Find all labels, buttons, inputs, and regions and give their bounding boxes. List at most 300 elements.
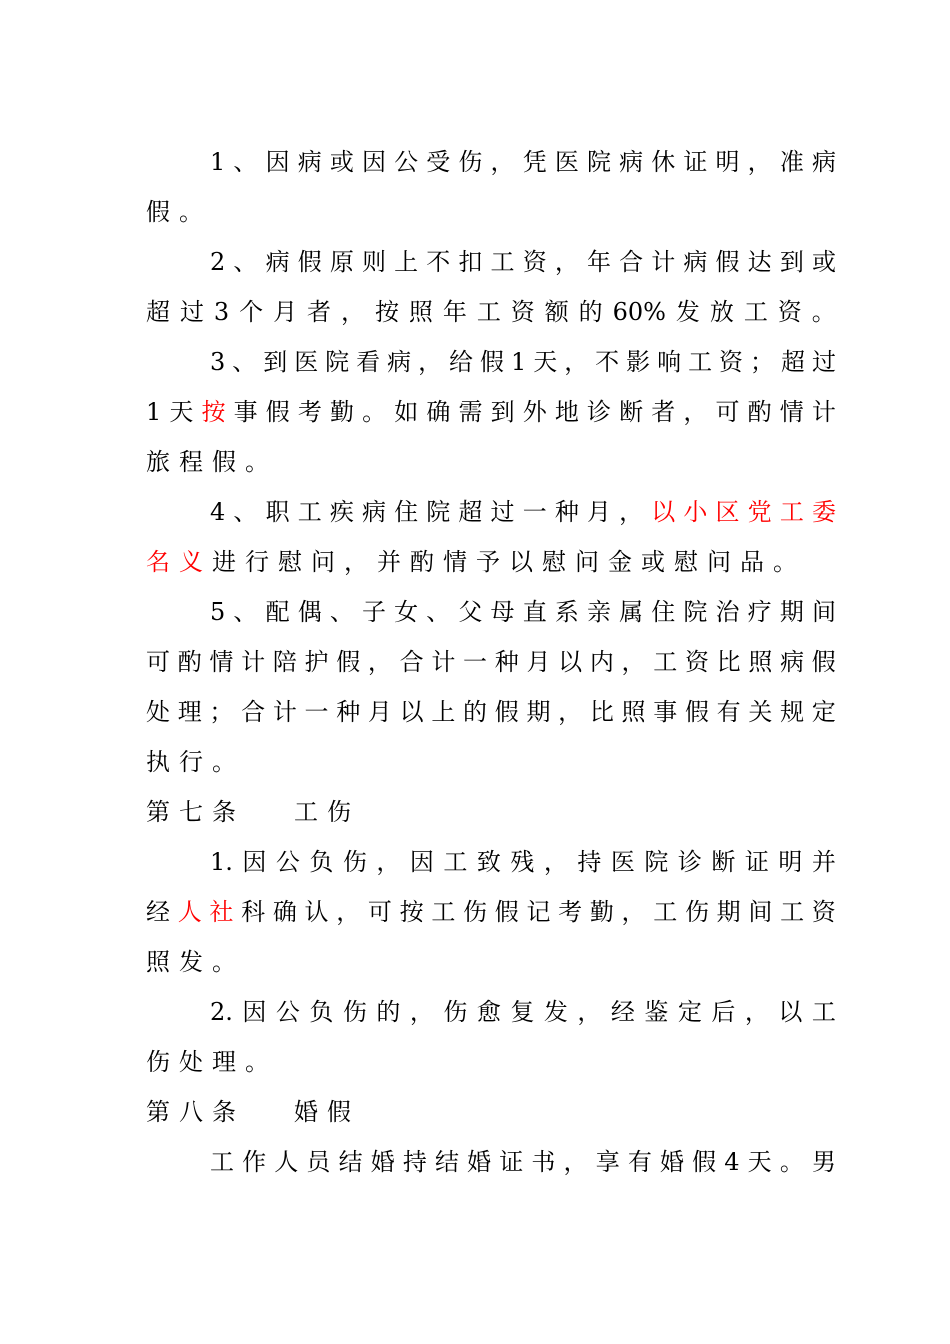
text-char: ， <box>619 498 644 526</box>
text-char: 人 <box>274 1148 299 1176</box>
text-char: 伤 <box>327 798 351 826</box>
document-page <box>146 137 836 1187</box>
text-char: 病 <box>387 348 412 376</box>
highlighted-char: 党 <box>747 498 772 526</box>
text-char: 内 <box>589 648 614 676</box>
text-char: 、 <box>232 348 257 376</box>
text-char: 1. <box>210 848 233 876</box>
text-char: 3 <box>213 298 230 326</box>
text-char: ， <box>558 698 583 726</box>
text-char: 偶 <box>297 598 322 626</box>
text-char: 证 <box>744 848 769 876</box>
text-char: 一 <box>522 498 547 526</box>
text-char: 假 <box>684 698 709 726</box>
text-char: 不 <box>426 248 451 276</box>
text-char: 关 <box>748 698 773 726</box>
text-char: 婚 <box>294 1098 318 1126</box>
text-char: 诊 <box>587 398 612 426</box>
text-char: 、 <box>233 498 258 526</box>
text-char: 额 <box>544 298 569 326</box>
text-char: 亲 <box>586 598 611 626</box>
text-char: 伤 <box>342 998 367 1026</box>
text-char: 工 <box>294 798 318 826</box>
text-char: ， <box>418 348 443 376</box>
text-char: 影 <box>626 348 651 376</box>
text-char: 期 <box>716 898 741 926</box>
text-char: 、 <box>233 598 258 626</box>
text-char: 超 <box>458 498 483 526</box>
text-char: 天 <box>747 1148 772 1176</box>
text-line <box>146 437 836 487</box>
text-char: 科 <box>241 898 266 926</box>
text-char: 到 <box>779 248 804 276</box>
text-char: 伤 <box>684 898 709 926</box>
highlighted-char: 名 <box>146 548 170 576</box>
text-char: 残 <box>510 848 535 876</box>
text-char: 过 <box>179 298 204 326</box>
text-char: 工 <box>490 248 515 276</box>
text-char: 勤 <box>330 398 355 426</box>
text-line <box>146 687 836 737</box>
text-char: 病 <box>780 648 805 676</box>
text-char: 地 <box>554 398 579 426</box>
text-char: 工 <box>297 498 322 526</box>
text-char: 酌 <box>410 548 434 576</box>
text-char: 问 <box>707 548 731 576</box>
highlighted-char: 以 <box>651 498 676 526</box>
text-line <box>146 987 836 1037</box>
highlighted-char: 按 <box>201 398 226 426</box>
text-char: 慰 <box>278 548 302 576</box>
text-char: 。 <box>245 1048 269 1076</box>
text-char: 期 <box>526 698 551 726</box>
text-line <box>146 1137 836 1187</box>
text-char: 。 <box>362 398 387 426</box>
text-char: 第 <box>146 798 170 826</box>
text-char: 疾 <box>329 498 354 526</box>
text-char: 种 <box>494 648 519 676</box>
text-char: 系 <box>554 598 579 626</box>
text-char: 医 <box>294 348 319 376</box>
text-char: 比 <box>589 698 614 726</box>
text-char: 天 <box>533 348 558 376</box>
text-char: 响 <box>657 348 682 376</box>
text-char: 情 <box>443 548 467 576</box>
text-char: 公 <box>275 848 300 876</box>
text-char: 确 <box>272 898 297 926</box>
text-line <box>146 187 836 237</box>
text-char: 事 <box>653 698 678 726</box>
text-char: 工 <box>653 898 678 926</box>
text-char: 因 <box>409 848 434 876</box>
text-char: 医 <box>554 148 579 176</box>
text-char: 则 <box>361 248 386 276</box>
text-char: 者 <box>651 398 676 426</box>
text-char: 工 <box>811 998 836 1026</box>
text-char: 照 <box>408 298 433 326</box>
text-char: 慰 <box>542 548 566 576</box>
heading-gap <box>245 1087 285 1137</box>
text-char: 。 <box>245 448 269 476</box>
text-char: ， <box>563 1148 588 1176</box>
highlighted-char: 工 <box>779 498 804 526</box>
text-char: 院 <box>644 848 669 876</box>
text-char: 结 <box>338 1148 363 1176</box>
text-char: 书 <box>531 1148 556 1176</box>
text-char: 处 <box>179 1048 203 1076</box>
text-char: 资 <box>684 648 709 676</box>
text-char: 病 <box>361 498 386 526</box>
text-char: 1 <box>210 148 226 176</box>
text-char: ； <box>750 348 774 376</box>
text-char: 院 <box>426 498 451 526</box>
text-char: 经 <box>610 998 635 1026</box>
text-line <box>146 537 836 587</box>
text-char: 伤 <box>342 848 367 876</box>
text-char: 负 <box>309 848 334 876</box>
text-char: 比 <box>716 648 741 676</box>
text-char: 品 <box>740 548 764 576</box>
text-char: 或 <box>811 248 836 276</box>
text-char: 1 <box>146 398 162 426</box>
text-char: 工 <box>431 898 456 926</box>
text-char: 断 <box>619 398 644 426</box>
text-char: 月 <box>367 698 392 726</box>
text-char: 合 <box>241 698 266 726</box>
text-char: 行 <box>179 748 203 776</box>
text-char: 照 <box>621 698 646 726</box>
text-char: 事 <box>233 398 258 426</box>
text-char: 明 <box>715 148 740 176</box>
text-char: 院 <box>325 348 350 376</box>
text-char: 婚 <box>370 1148 395 1176</box>
text-char: 院 <box>586 148 611 176</box>
text-line <box>146 487 836 537</box>
text-char: 予 <box>476 548 500 576</box>
text-char: 证 <box>499 1148 524 1176</box>
text-char: 照 <box>146 948 170 976</box>
text-char: 病 <box>619 148 644 176</box>
text-char: 七 <box>179 798 203 826</box>
text-char: 并 <box>377 548 401 576</box>
text-char: 4 <box>210 498 226 526</box>
text-char: ， <box>744 998 769 1026</box>
text-char: 月 <box>526 648 551 676</box>
text-char: 后 <box>711 998 736 1026</box>
text-char: 计 <box>272 698 297 726</box>
text-char: 。 <box>179 198 203 226</box>
text-char: 属 <box>619 598 644 626</box>
text-char: 配 <box>265 598 290 626</box>
text-char: 工 <box>688 348 713 376</box>
text-char: 过 <box>811 348 836 376</box>
text-char: 、 <box>329 598 354 626</box>
text-char: 工 <box>653 648 678 676</box>
text-char: 执 <box>146 748 170 776</box>
text-char: 可 <box>367 898 392 926</box>
text-char: 旅 <box>146 448 170 476</box>
text-line <box>146 887 836 937</box>
text-char: 合 <box>399 648 424 676</box>
text-char: 合 <box>619 248 644 276</box>
text-char: 发 <box>543 998 568 1026</box>
text-char: 公 <box>275 998 300 1026</box>
text-char: 酌 <box>177 648 202 676</box>
text-char: 理 <box>212 1048 236 1076</box>
text-char: 、 <box>233 148 258 176</box>
text-char: 发 <box>179 948 203 976</box>
text-char: 工 <box>476 298 501 326</box>
heading-gap <box>245 787 285 837</box>
text-char: 计 <box>431 648 456 676</box>
text-char: 有 <box>627 1148 652 1176</box>
highlighted-char: 委 <box>811 498 836 526</box>
text-char: ， <box>577 998 602 1026</box>
text-char: 以 <box>778 998 803 1026</box>
text-char: 条 <box>212 798 236 826</box>
text-char: 照 <box>748 648 773 676</box>
text-char: 3 <box>210 348 226 376</box>
text-char: 假 <box>212 448 236 476</box>
text-char: 工 <box>443 848 468 876</box>
text-line <box>146 837 836 887</box>
text-char: 确 <box>426 398 451 426</box>
text-char: 病 <box>265 248 290 276</box>
text-char: 伤 <box>443 998 468 1026</box>
text-char: 行 <box>245 548 269 576</box>
text-char: 第 <box>146 1098 170 1126</box>
text-char: 治 <box>715 598 740 626</box>
text-char: 种 <box>554 498 579 526</box>
text-char: 2. <box>210 998 233 1026</box>
text-char: 住 <box>394 498 419 526</box>
text-char: 间 <box>748 898 773 926</box>
text-char: 作 <box>242 1148 267 1176</box>
text-char: 发 <box>675 298 700 326</box>
text-char: 计 <box>651 248 676 276</box>
text-char: 病 <box>297 148 322 176</box>
text-char: 的 <box>376 998 401 1026</box>
text-line <box>146 637 836 687</box>
text-char: 规 <box>780 698 805 726</box>
section-heading <box>146 787 836 837</box>
text-char: 员 <box>306 1148 331 1176</box>
text-char: 60% <box>612 298 666 326</box>
text-char: 可 <box>715 398 740 426</box>
text-char: 天 <box>169 398 194 426</box>
text-char: 慰 <box>674 548 698 576</box>
text-char: 月 <box>273 298 298 326</box>
text-char: 断 <box>711 848 736 876</box>
text-char: 受 <box>426 148 451 176</box>
text-char: 工 <box>743 298 768 326</box>
text-char: 。 <box>779 1148 804 1176</box>
text-char: 病 <box>811 148 836 176</box>
text-char: 假 <box>297 248 322 276</box>
text-char: 按 <box>399 898 424 926</box>
text-char: 因 <box>242 998 267 1026</box>
text-char: 情 <box>209 648 234 676</box>
text-char: 资 <box>522 248 547 276</box>
text-line <box>146 587 836 637</box>
text-char: 超 <box>146 298 170 326</box>
text-char: 5 <box>210 598 226 626</box>
text-char: 护 <box>304 648 329 676</box>
text-char: 凭 <box>522 148 547 176</box>
text-char: 结 <box>434 1148 459 1176</box>
text-char: 。 <box>811 298 836 326</box>
text-char: 假 <box>146 198 170 226</box>
text-line <box>146 237 836 287</box>
text-char: 诊 <box>677 848 702 876</box>
text-char: ， <box>367 648 392 676</box>
text-char: 享 <box>595 1148 620 1176</box>
text-char: 因 <box>242 848 267 876</box>
text-char: 病 <box>683 248 708 276</box>
highlighted-char: 人 <box>177 898 202 926</box>
text-char: 年 <box>586 248 611 276</box>
text-char: 以 <box>399 698 424 726</box>
text-char: 资 <box>719 348 744 376</box>
text-char: ， <box>490 148 515 176</box>
text-line <box>146 937 836 987</box>
text-char: 一 <box>304 698 329 726</box>
text-char: 、 <box>426 598 451 626</box>
text-char: 看 <box>356 348 381 376</box>
text-char: 婚 <box>467 1148 492 1176</box>
text-char: 定 <box>677 998 702 1026</box>
text-line <box>146 287 836 337</box>
text-char: 一 <box>463 648 488 676</box>
text-char: 理 <box>177 698 202 726</box>
text-char: 条 <box>212 1098 236 1126</box>
text-char: 资 <box>510 298 535 326</box>
text-char: 的 <box>578 298 603 326</box>
text-char: 按 <box>374 298 399 326</box>
text-char: 工 <box>210 1148 234 1176</box>
text-char: 处 <box>146 698 170 726</box>
text-char: 休 <box>651 148 676 176</box>
text-char: 复 <box>510 998 535 1026</box>
text-char: 致 <box>476 848 501 876</box>
text-char: 负 <box>309 998 334 1026</box>
text-char: 假 <box>715 248 740 276</box>
text-char: 者 <box>307 298 332 326</box>
text-char: 月 <box>586 498 611 526</box>
highlighted-char: 义 <box>179 548 203 576</box>
text-char: 八 <box>179 1098 203 1126</box>
text-char: 因 <box>361 148 386 176</box>
text-char: 资 <box>777 298 802 326</box>
text-char: 假 <box>692 1148 717 1176</box>
text-char: ， <box>554 248 579 276</box>
text-char: 工 <box>780 898 805 926</box>
text-char: 准 <box>779 148 804 176</box>
text-char: 陪 <box>272 648 297 676</box>
text-char: 伤 <box>458 148 483 176</box>
text-char: 或 <box>329 148 354 176</box>
text-char: 定 <box>811 698 836 726</box>
text-char: 以 <box>558 648 583 676</box>
text-char: ； <box>209 698 234 726</box>
text-char: 种 <box>336 698 361 726</box>
text-char: 不 <box>595 348 620 376</box>
text-char: ， <box>543 848 568 876</box>
text-char: 假 <box>327 1098 351 1126</box>
text-char: 伤 <box>463 898 488 926</box>
text-char: 。 <box>773 548 797 576</box>
text-char: 或 <box>641 548 665 576</box>
text-char: 期 <box>779 598 804 626</box>
text-char: 疗 <box>747 598 772 626</box>
text-char: 给 <box>449 348 474 376</box>
highlighted-char: 社 <box>209 898 234 926</box>
text-char: 到 <box>263 348 288 376</box>
text-char: 医 <box>610 848 635 876</box>
text-char: ， <box>747 148 772 176</box>
text-char: 问 <box>311 548 335 576</box>
text-char: 院 <box>683 598 708 626</box>
text-char: 到 <box>490 398 515 426</box>
text-char: 假 <box>494 898 519 926</box>
text-char: ， <box>683 398 708 426</box>
text-char: 父 <box>458 598 483 626</box>
text-char: 子 <box>361 598 386 626</box>
text-char: 认 <box>304 898 329 926</box>
text-char: 考 <box>558 898 583 926</box>
text-char: 放 <box>709 298 734 326</box>
text-char: 过 <box>490 498 515 526</box>
text-char: 考 <box>297 398 322 426</box>
text-char: 勤 <box>589 898 614 926</box>
text-line <box>146 137 836 187</box>
text-char: 持 <box>577 848 602 876</box>
text-char: 经 <box>146 898 170 926</box>
text-char: 公 <box>394 148 419 176</box>
text-char: 、 <box>233 248 258 276</box>
text-line <box>146 387 836 437</box>
text-char: ， <box>621 898 646 926</box>
text-char: 住 <box>651 598 676 626</box>
text-char: 计 <box>241 648 266 676</box>
text-char: 记 <box>526 898 551 926</box>
text-char: ， <box>341 298 365 326</box>
text-char: ， <box>376 848 401 876</box>
text-char: 。 <box>212 748 236 776</box>
text-char: 假 <box>265 398 290 426</box>
text-char: 男 <box>811 1148 836 1176</box>
text-char: 外 <box>522 398 547 426</box>
text-char: 程 <box>179 448 203 476</box>
text-char: 有 <box>716 698 741 726</box>
text-char: 上 <box>394 248 419 276</box>
highlighted-char: 区 <box>715 498 740 526</box>
text-char: 如 <box>394 398 419 426</box>
text-char: 伤 <box>146 1048 170 1076</box>
text-char: 明 <box>778 848 803 876</box>
text-char: 因 <box>265 148 290 176</box>
text-char: ， <box>409 998 434 1026</box>
text-char: 资 <box>811 898 836 926</box>
text-char: 假 <box>480 348 504 376</box>
text-char: 年 <box>442 298 467 326</box>
text-line <box>146 737 836 787</box>
text-char: 。 <box>212 948 236 976</box>
text-char: 4 <box>724 1148 740 1176</box>
text-char: 达 <box>747 248 772 276</box>
text-char: 上 <box>431 698 456 726</box>
text-char: 原 <box>329 248 354 276</box>
